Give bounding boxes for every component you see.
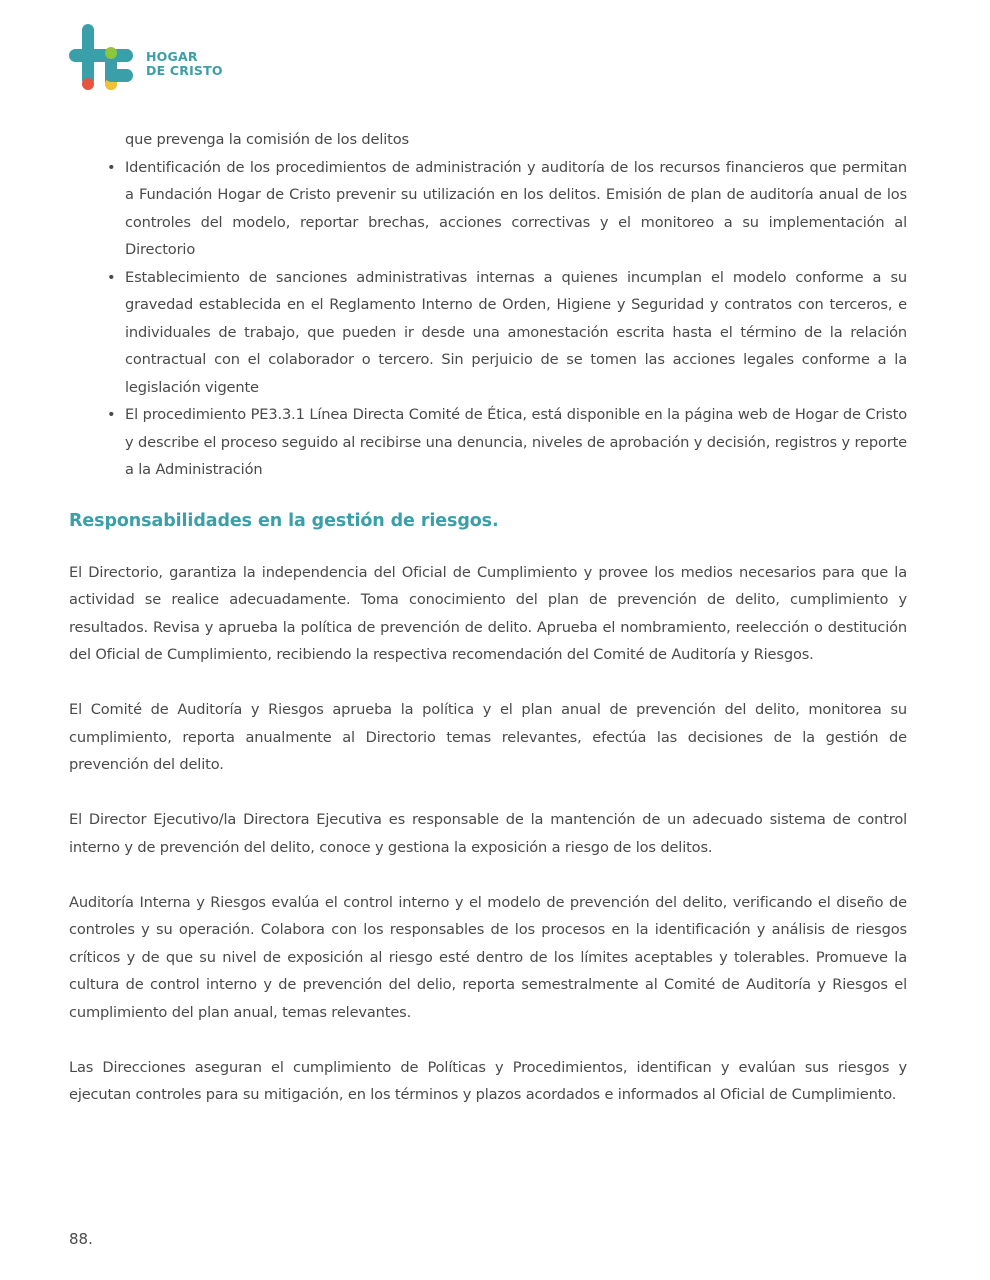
bullet-item: • Establecimiento de sanciones administrativas internas a quienes incumplan el modelo conforme a su gravedad establecida en el Reglamento Interno de Orden, Higiene y Seguridad y contratos con terceros, e individuales de trabajo, que pueden ir desde una amonestación escrita hasta el término de la relación contractual con el colaborador o tercero. Sin perjuicio de se tomen las acciones legales conforme a la legislación vigente <box>125 264 907 402</box>
bullet-list <box>69 154 907 484</box>
continued-bullet-text: que prevenga la comisión de los delitos <box>125 131 409 148</box>
bullet-item: • El procedimiento PE3.3.1 Línea Directa Comité de Ética, está disponible en la página web de Hogar de Cristo y describe el proceso seguido al recibirse una denuncia, niveles de aprobación y decisión, registros y reporte a la Administración <box>125 401 907 484</box>
paragraph: El Directorio, garantiza la independencia del Oficial de Cumplimiento y provee los medios necesarios para que la actividad se realice adecuadamente. Toma conocimiento del plan de prevención de delito, cumplimiento y resultados. Revisa y aprueba la política de prevención de delito. Aprueba el nombramiento, reelección o destitución del Oficial de Cumplimiento, recibiendo la respectiva recomendación del Comité de Auditoría y Riesgos. <box>69 563 907 663</box>
logo-line-1: HOGAR <box>146 49 198 64</box>
paragraph: El Comité de Auditoría y Riesgos aprueba la política y el plan anual de prevención del delito, monitorea su cumplimiento, reporta anualmente al Directorio temas relevantes, efectúa las decisiones de la gestión de prevención del delito. <box>69 701 907 773</box>
logo-mark-icon <box>68 22 138 92</box>
logo-line-2: DE CRISTO <box>146 63 223 78</box>
hogar-de-cristo-logo <box>68 22 228 92</box>
paragraph: Auditoría Interna y Riesgos evalúa el control interno y el modelo de prevención del delito, verificando el diseño de controles y su operación. Colabora con los responsables de los procesos en la identificación y análisis de riesgos críticos y de que su nivel de exposición al riesgo esté dentro de los límites aceptables y tolerables. Promueve la cultura de control interno y de prevención del delio, reporta semestralmente al Comité de Auditoría y Riesgos el cumplimiento del plan anual, temas relevantes. <box>69 893 907 1021</box>
page-content <box>69 126 907 1136</box>
bullet-item: • Identificación de los procedimientos de administración y auditoría de los recursos financieros que permitan a Fundación Hogar de Cristo prevenir su utilización en los delitos. Emisión de plan de auditoría anual de los controles del modelo, reportar brechas, acciones correctivas y el monitoreo a su implementación al Directorio <box>125 154 907 264</box>
section-heading: Responsabilidades en la gestión de riesgos. <box>69 510 499 531</box>
paragraph: El Director Ejecutivo/la Directora Ejecutiva es responsable de la mantención de un adecuado sistema de control interno y de prevención del delito, conoce y gestiona la exposición a riesgo de los delitos. <box>69 811 907 856</box>
paragraph: Las Direcciones aseguran el cumplimiento de Políticas y Procedimientos, identifican y evalúan sus riesgos y ejecutan controles para su mitigación, en los términos y plazos acordados e informados al Oficial de Cumplimiento. <box>69 1058 907 1103</box>
page-number: 88. <box>69 1230 93 1248</box>
logo-text <box>146 50 223 78</box>
